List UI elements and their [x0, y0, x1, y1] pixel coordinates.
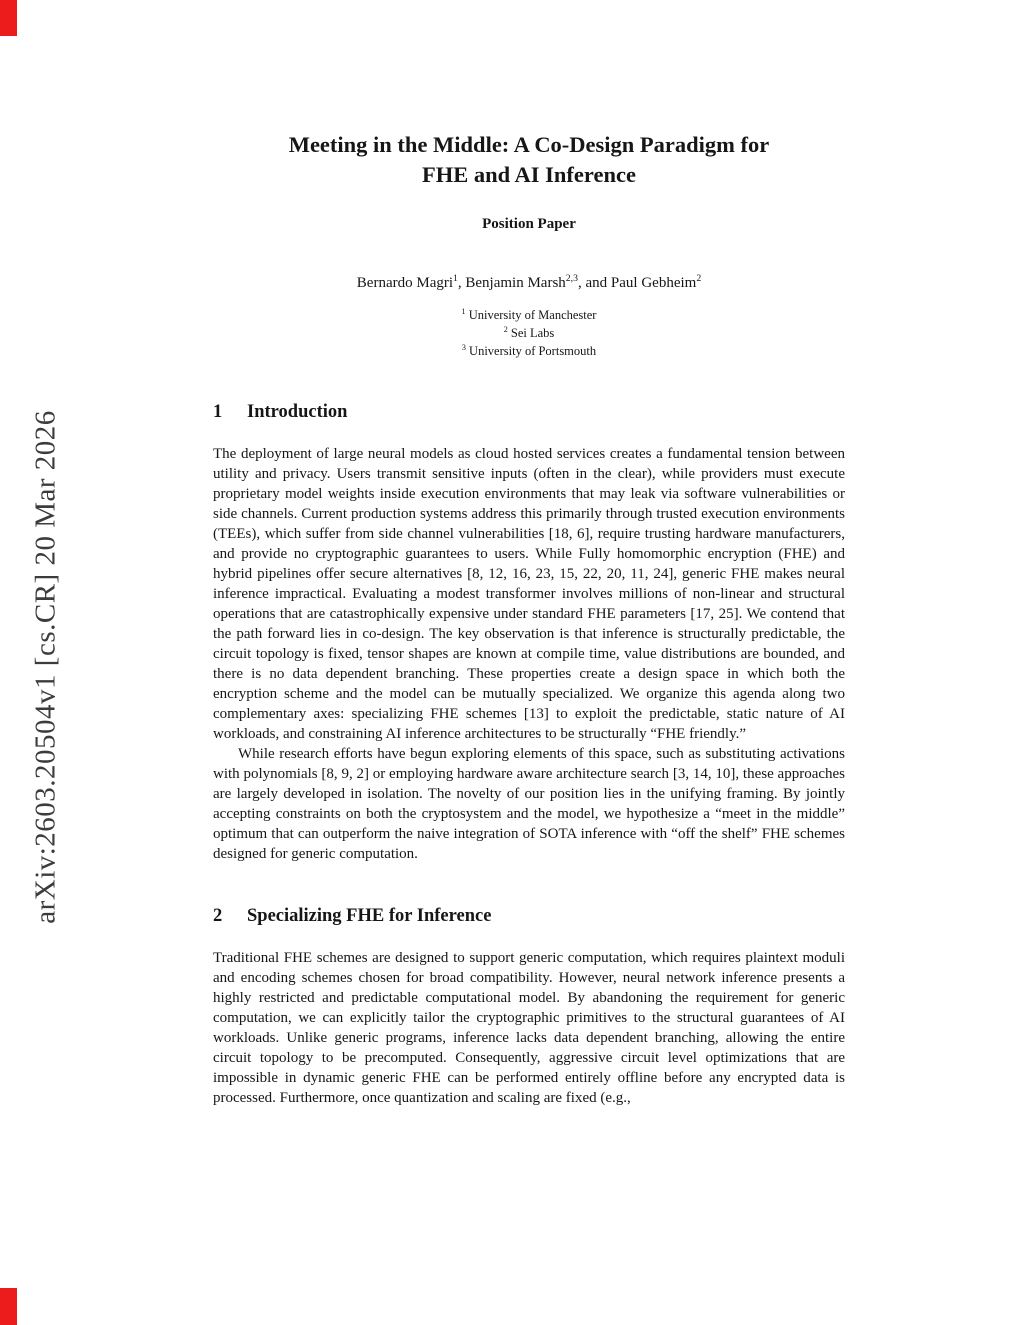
paragraph: Traditional FHE schemes are designed to support generic computation, which requires plaintext moduli and encoding schemes chosen for broad compatibility. However, neural network inference presents a highly restricted and predictable computational model. By abandoning the requirement for generic computation, we can explicitly tailor the cryptographic primitives to the structural guarantees of AI workloads. Unlike generic programs, inference lacks data dependent branching, allowing the entire circuit topology to be precomputed. Consequently, aggressive circuit level optimizations that are impossible in dynamic generic FHE can be performed entirely offline before any encrypted data is processed. Furthermore, once quantization and scaling are fixed (e.g.,	[213, 950, 845, 1107]
author-line	[213, 272, 845, 292]
author-name: Paul Gebheim	[610, 274, 697, 291]
author-separator: , and	[577, 274, 608, 291]
affiliation-sup: 2	[503, 324, 508, 334]
affiliation-name: University of Manchester	[468, 307, 597, 322]
affiliation-line	[213, 306, 845, 324]
paper-document	[213, 0, 845, 1108]
paper-title-line1: Meeting in the Middle: A Co-Design Paradigm for	[288, 132, 770, 157]
section-title: Introduction	[247, 402, 348, 423]
paragraph: While research efforts have begun exploring elements of this space, such as substituting activations with polynomials [8, 9, 2] or employing hardware aware architecture search [3, 14, 10], these approaches are largely developed in isolation. The novelty of our position lies in the unifying framing. By jointly accepting constraints on both the cryptosystem and the model, we hypothesize a “meet in the middle” optimum that can outperform the naive integration of SOTA inference with “off the shelf” FHE schemes designed for generic computation.	[213, 746, 845, 863]
affiliation-name: University of Portsmouth	[469, 344, 597, 358]
author-affiliation-sup: 2	[696, 272, 702, 284]
red-edge-mark-top	[0, 0, 17, 36]
affiliation-line	[213, 324, 845, 342]
author-affiliation-sup: 2,3	[565, 272, 578, 284]
paper-title-line2: FHE and AI Inference	[422, 162, 636, 188]
author-name: Benjamin Marsh	[465, 274, 566, 291]
affiliation-line	[213, 342, 845, 360]
author-separator: ,	[457, 274, 462, 291]
paragraph: The deployment of large neural models as cloud hosted services creates a fundamental tension between utility and privacy. Users transmit sensitive inputs (often in the clear), while providers must execute proprietary model weights inside execution environments that may leak via software vulnerabilities or side channels. Current production systems address this primarily through trusted execution environments (TEEs), which suffer from side channel vulnerabilities [18, 6], require trusting hardware manufacturers, and provide no cryptographic guarantees to users. While Fully homomorphic encryption (FHE) and hybrid pipelines offer secure alternatives [8, 12, 16, 23, 15, 22, 20, 11, 24], generic FHE makes neural inference impractical. Evaluating a modest transformer involves millions of non-linear and structural operations that are catastrophically expensive under standard FHE parameters [17, 25]. We contend that the path forward lies in co-design. The key observation is that inference is structurally predictable, the circuit topology is fixed, tensor shapes are known at compile time, value distributions are bounded, and there is no data dependent branching. These properties create a design space in which both the encryption scheme and the model can be mutually specialized. We organize this agenda along two complementary axes: specializing FHE schemes [13] to exploit the predictable, static nature of AI workloads, and constraining AI inference architectures to be structurally “FHE friendly.”	[213, 446, 845, 743]
affiliation-sup: 3	[461, 342, 466, 352]
section-heading-specializing-fhe	[213, 906, 845, 927]
author-name: Bernardo Magri	[356, 274, 454, 291]
affiliation-list	[213, 306, 845, 360]
paper-title	[213, 130, 845, 191]
section-number: 1	[213, 402, 223, 423]
author-affiliation-sup: 1	[453, 272, 458, 284]
arxiv-watermark: arXiv:2603.20504v1 [cs.CR] 20 Mar 2026	[29, 410, 62, 924]
section-heading-introduction	[213, 402, 845, 423]
red-edge-mark-bottom	[0, 1288, 17, 1325]
affiliation-name: Sei Labs	[510, 325, 555, 340]
affiliation-sup: 1	[461, 306, 466, 316]
section-title: Specializing FHE for Inference	[247, 906, 492, 927]
paper-subtitle: Position Paper	[482, 215, 576, 232]
section-number: 2	[213, 906, 223, 927]
